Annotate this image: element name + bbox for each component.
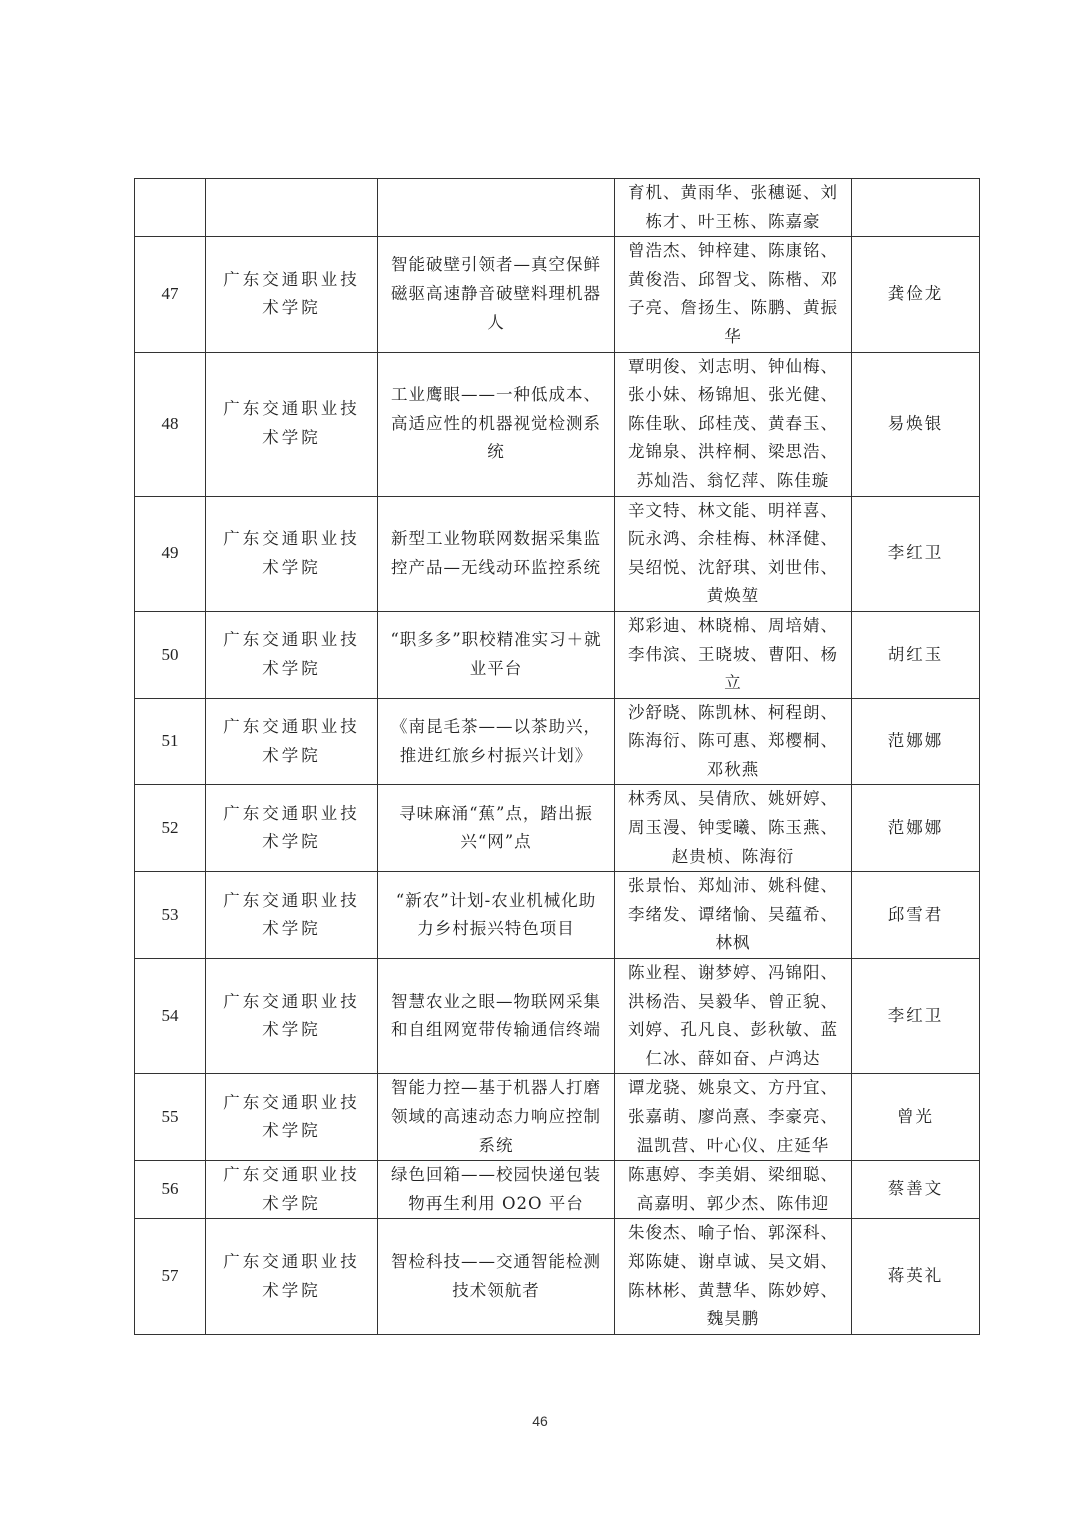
project-cell: 工业鹰眼——一种低成本、高适应性的机器视觉检测系统 — [378, 352, 615, 496]
members-cell: 陈惠婷、李美娟、梁细聪、高嘉明、郭少杰、陈伟迎 — [615, 1161, 852, 1219]
advisor-cell: 邱雪君 — [852, 872, 980, 959]
advisor-cell: 范娜娜 — [852, 785, 980, 872]
project-cell — [378, 179, 615, 237]
row-number — [135, 179, 206, 237]
members-cell: 郑彩迪、林晓棉、周培婧、李伟滨、王晓坡、曹阳、杨立 — [615, 611, 852, 698]
row-number: 55 — [135, 1074, 206, 1161]
school-cell: 广东交通职业技术学院 — [206, 611, 378, 698]
members-cell: 育机、黄雨华、张穗诞、刘栋才、叶王栋、陈嘉豪 — [615, 179, 852, 237]
members-cell: 陈业程、谢梦婷、冯锦阳、洪杨浩、吴毅华、曾正貌、刘婷、孔凡良、彭秋敏、蓝仁冰、薛如奋、卢鸿达 — [615, 959, 852, 1074]
members-cell: 辛文特、林文能、明祥喜、阮永鸿、余桂梅、林泽健、吴绍悦、沈舒琪、刘世伟、黄焕堃 — [615, 496, 852, 611]
school-cell: 广东交通职业技术学院 — [206, 959, 378, 1074]
table-row — [135, 611, 980, 698]
row-number: 47 — [135, 237, 206, 352]
project-cell: “新农”计划-农业机械化助力乡村振兴特色项目 — [378, 872, 615, 959]
school-cell: 广东交通职业技术学院 — [206, 1219, 378, 1334]
table-row — [135, 496, 980, 611]
table-row — [135, 1161, 980, 1219]
table-row — [135, 1074, 980, 1161]
table-row — [135, 1219, 980, 1334]
row-number: 49 — [135, 496, 206, 611]
project-cell: 智检科技——交通智能检测技术领航者 — [378, 1219, 615, 1334]
school-cell — [206, 179, 378, 237]
school-cell: 广东交通职业技术学院 — [206, 785, 378, 872]
advisor-cell: 蔡善文 — [852, 1161, 980, 1219]
table-row — [135, 179, 980, 237]
project-cell: 绿色回箱——校园快递包装物再生利用 O2O 平台 — [378, 1161, 615, 1219]
school-cell: 广东交通职业技术学院 — [206, 352, 378, 496]
row-number: 54 — [135, 959, 206, 1074]
project-cell: 寻味麻涌“蕉”点，踏出振兴“网”点 — [378, 785, 615, 872]
advisor-cell: 李红卫 — [852, 959, 980, 1074]
awards-table — [134, 178, 980, 1335]
project-cell: 新型工业物联网数据采集监控产品—无线动环监控系统 — [378, 496, 615, 611]
table-row — [135, 237, 980, 352]
advisor-cell: 胡红玉 — [852, 611, 980, 698]
school-cell: 广东交通职业技术学院 — [206, 872, 378, 959]
advisor-cell — [852, 179, 980, 237]
members-cell: 朱俊杰、喻子怡、郭深科、郑陈婕、谢卓诚、吴文娟、陈林彬、黄慧华、陈妙婷、魏昊鹏 — [615, 1219, 852, 1334]
advisor-cell: 曾光 — [852, 1074, 980, 1161]
members-cell: 张景怡、郑灿沛、姚科健、李绪发、谭绪愉、吴蕴希、林枫 — [615, 872, 852, 959]
advisor-cell: 李红卫 — [852, 496, 980, 611]
project-cell: “职多多”职校精准实习＋就业平台 — [378, 611, 615, 698]
advisor-cell: 易焕银 — [852, 352, 980, 496]
school-cell: 广东交通职业技术学院 — [206, 698, 378, 785]
page-number: 46 — [532, 1413, 548, 1429]
project-cell: 《南昆毛茶——以茶助兴，推进红旅乡村振兴计划》 — [378, 698, 615, 785]
members-cell: 曾浩杰、钟梓建、陈康铭、黄俊浩、邱智戈、陈楷、邓子亮、詹扬生、陈鹏、黄振华 — [615, 237, 852, 352]
school-cell: 广东交通职业技术学院 — [206, 237, 378, 352]
row-number: 50 — [135, 611, 206, 698]
school-cell: 广东交通职业技术学院 — [206, 496, 378, 611]
advisor-cell: 龚俭龙 — [852, 237, 980, 352]
row-number: 48 — [135, 352, 206, 496]
table-row — [135, 698, 980, 785]
project-cell: 智能力控—基于机器人打磨领域的高速动态力响应控制系统 — [378, 1074, 615, 1161]
school-cell: 广东交通职业技术学院 — [206, 1074, 378, 1161]
project-cell: 智慧农业之眼—物联网采集和自组网宽带传输通信终端 — [378, 959, 615, 1074]
table-row — [135, 872, 980, 959]
advisor-cell: 范娜娜 — [852, 698, 980, 785]
members-cell: 林秀凤、吴倩欣、姚妍婷、周玉漫、钟雯曦、陈玉燕、赵贵桢、陈海衍 — [615, 785, 852, 872]
members-cell: 谭龙骁、姚泉文、方丹宜、张嘉萌、廖尚熹、李豪亮、温凯营、叶心仪、庄延华 — [615, 1074, 852, 1161]
table-row — [135, 785, 980, 872]
school-cell: 广东交通职业技术学院 — [206, 1161, 378, 1219]
row-number: 52 — [135, 785, 206, 872]
advisor-cell: 蒋英礼 — [852, 1219, 980, 1334]
project-cell: 智能破壁引领者—真空保鲜磁驱高速静音破壁料理机器人 — [378, 237, 615, 352]
row-number: 53 — [135, 872, 206, 959]
members-cell: 沙舒晓、陈凯林、柯程朗、陈海衍、陈可惠、郑樱桐、邓秋燕 — [615, 698, 852, 785]
table-row — [135, 959, 980, 1074]
table-row — [135, 352, 980, 496]
row-number: 57 — [135, 1219, 206, 1334]
row-number: 51 — [135, 698, 206, 785]
row-number: 56 — [135, 1161, 206, 1219]
members-cell: 覃明俊、刘志明、钟仙梅、张小妹、杨锦旭、张光健、陈佳耿、邱桂茂、黄春玉、龙锦泉、洪梓桐、梁思浩、苏灿浩、翁忆萍、陈佳璇 — [615, 352, 852, 496]
